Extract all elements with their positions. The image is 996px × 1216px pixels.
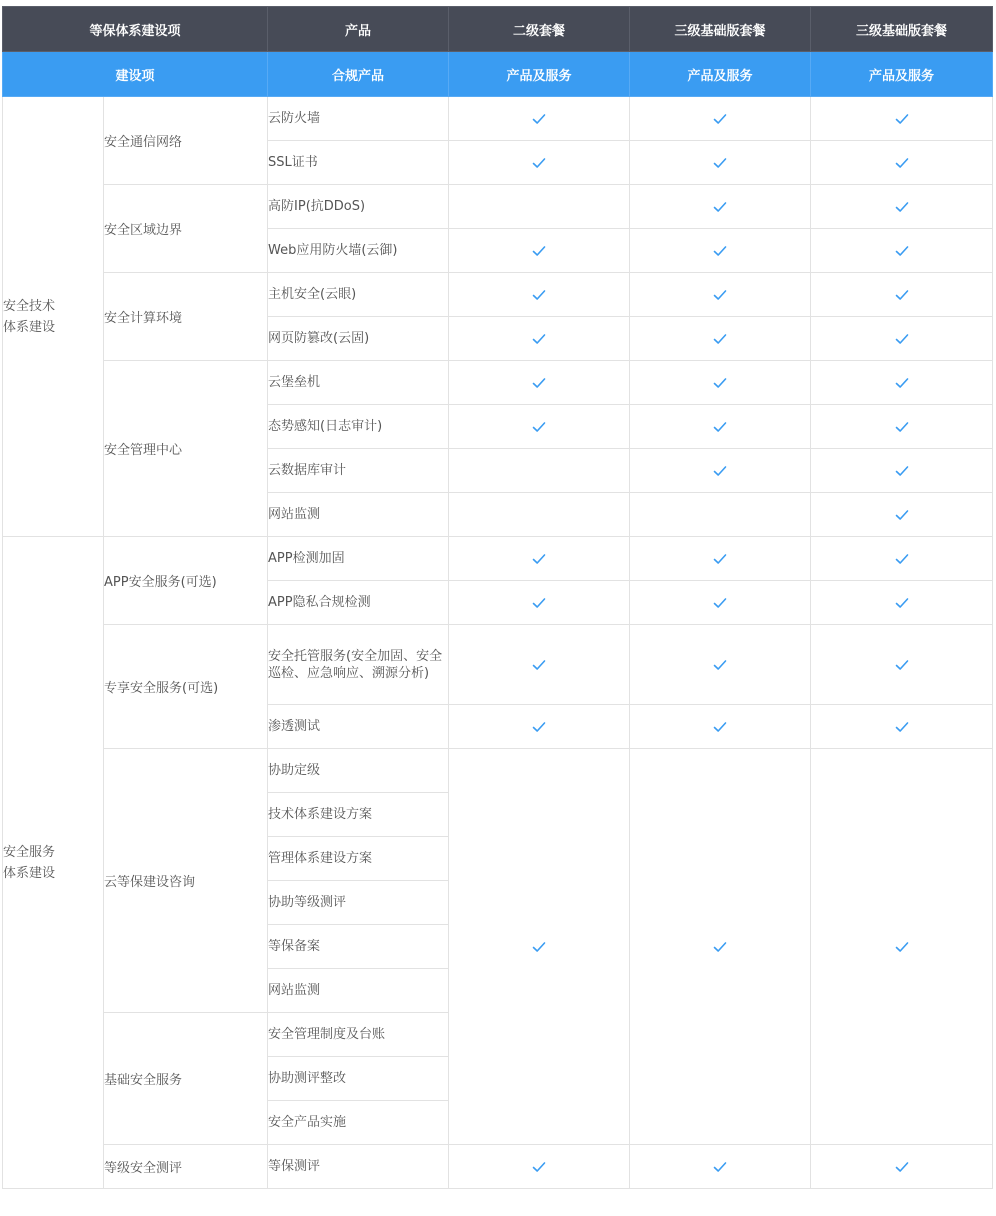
check-cell (811, 449, 993, 493)
header-product: 产品 (268, 7, 449, 52)
checkmark-icon (713, 1161, 727, 1173)
product-cell: 主机安全(云眼) (268, 273, 449, 317)
checkmark-icon (713, 659, 727, 671)
check-cell (449, 273, 630, 317)
check-cell (630, 229, 811, 273)
check-cell (811, 537, 993, 581)
product-cell: 等保备案 (268, 925, 449, 969)
group-cell: 等级安全测评 (104, 1145, 268, 1189)
checkmark-icon (895, 597, 909, 609)
group-cell: 安全管理中心 (104, 361, 268, 537)
table-row (3, 537, 993, 581)
product-cell: 渗透测试 (268, 705, 449, 749)
empty-cell (630, 493, 811, 537)
product-cell: 等保测评 (268, 1145, 449, 1189)
checkmark-icon (713, 289, 727, 301)
product-cell: 网站监测 (268, 493, 449, 537)
checkmark-icon (895, 941, 909, 953)
group-cell: 专享安全服务(可选) (104, 625, 268, 749)
header-item: 等保体系建设项 (3, 7, 268, 52)
check-cell (811, 405, 993, 449)
product-cell: 高防IP(抗DDoS) (268, 185, 449, 229)
checkmark-icon (895, 659, 909, 671)
header-level3-basic-b: 三级基础版套餐 (811, 7, 993, 52)
table-row (3, 185, 993, 229)
check-cell (811, 625, 993, 705)
check-cell (811, 705, 993, 749)
check-cell (449, 581, 630, 625)
check-cell (811, 317, 993, 361)
checkmark-icon (532, 597, 546, 609)
product-cell: 协助等级测评 (268, 881, 449, 925)
check-cell (630, 141, 811, 185)
checkmark-icon (713, 421, 727, 433)
product-cell: 云防火墙 (268, 97, 449, 141)
check-cell (811, 141, 993, 185)
checkmark-icon (532, 659, 546, 671)
check-cell (811, 97, 993, 141)
checkmark-icon (895, 553, 909, 565)
checkmark-icon (532, 157, 546, 169)
checkmark-icon (713, 941, 727, 953)
check-cell (630, 537, 811, 581)
check-cell (811, 273, 993, 317)
check-cell (630, 185, 811, 229)
product-cell: Web应用防火墙(云御) (268, 229, 449, 273)
checkmark-icon (532, 333, 546, 345)
check-cell (630, 361, 811, 405)
checkmark-icon (532, 421, 546, 433)
check-cell (449, 361, 630, 405)
checkmark-icon (895, 333, 909, 345)
check-cell (811, 581, 993, 625)
check-cell (449, 229, 630, 273)
checkmark-icon (532, 941, 546, 953)
checkmark-icon (713, 157, 727, 169)
table-subheader-row (3, 52, 993, 97)
category-cell: 安全技术 体系建设 (3, 97, 104, 537)
product-cell: 网站监测 (268, 969, 449, 1013)
checkmark-icon (895, 289, 909, 301)
subheader-product: 合规产品 (268, 52, 449, 97)
checkmark-icon (532, 1161, 546, 1173)
check-cell (630, 705, 811, 749)
group-cell: 云等保建设咨询 (104, 749, 268, 1013)
subheader-item: 建设项 (3, 52, 268, 97)
compliance-package-table (2, 6, 993, 1189)
check-cell (449, 705, 630, 749)
header-level2: 二级套餐 (449, 7, 630, 52)
check-cell (630, 273, 811, 317)
check-cell (811, 229, 993, 273)
check-cell (811, 749, 993, 1145)
checkmark-icon (532, 721, 546, 733)
checkmark-icon (713, 201, 727, 213)
product-cell: 云数据库审计 (268, 449, 449, 493)
check-cell (630, 1145, 811, 1189)
check-cell (449, 749, 630, 1145)
table-row (3, 273, 993, 317)
checkmark-icon (895, 201, 909, 213)
table-row (3, 1145, 993, 1189)
product-cell: 协助测评整改 (268, 1057, 449, 1101)
table-row (3, 361, 993, 405)
checkmark-icon (532, 245, 546, 257)
product-cell: APP隐私合规检测 (268, 581, 449, 625)
group-cell: 安全通信网络 (104, 97, 268, 185)
check-cell (449, 141, 630, 185)
header-level3-basic-a: 三级基础版套餐 (630, 7, 811, 52)
product-cell: 安全管理制度及台账 (268, 1013, 449, 1057)
check-cell (630, 749, 811, 1145)
group-cell: 基础安全服务 (104, 1013, 268, 1145)
product-cell: 安全托管服务(安全加固、安全巡检、应急响应、溯源分析) (268, 625, 449, 705)
product-cell: 云堡垒机 (268, 361, 449, 405)
check-cell (811, 185, 993, 229)
product-cell: 安全产品实施 (268, 1101, 449, 1145)
checkmark-icon (713, 553, 727, 565)
check-cell (449, 317, 630, 361)
group-cell: 安全计算环境 (104, 273, 268, 361)
product-cell: APP检测加固 (268, 537, 449, 581)
check-cell (449, 97, 630, 141)
table-row (3, 749, 993, 793)
check-cell (630, 449, 811, 493)
subheader-level2: 产品及服务 (449, 52, 630, 97)
checkmark-icon (895, 421, 909, 433)
check-cell (449, 625, 630, 705)
checkmark-icon (895, 113, 909, 125)
checkmark-icon (895, 721, 909, 733)
checkmark-icon (532, 113, 546, 125)
product-cell: 技术体系建设方案 (268, 793, 449, 837)
product-cell: SSL证书 (268, 141, 449, 185)
product-cell: 管理体系建设方案 (268, 837, 449, 881)
subheader-level3-basic-b: 产品及服务 (811, 52, 993, 97)
table-row (3, 625, 993, 705)
group-cell: 安全区域边界 (104, 185, 268, 273)
checkmark-icon (895, 377, 909, 389)
checkmark-icon (532, 553, 546, 565)
group-cell: APP安全服务(可选) (104, 537, 268, 625)
checkmark-icon (713, 245, 727, 257)
checkmark-icon (713, 113, 727, 125)
checkmark-icon (895, 157, 909, 169)
check-cell (630, 317, 811, 361)
checkmark-icon (713, 377, 727, 389)
checkmark-icon (532, 377, 546, 389)
check-cell (811, 493, 993, 537)
table-body (3, 97, 993, 1189)
check-cell (630, 581, 811, 625)
check-cell (811, 361, 993, 405)
checkmark-icon (895, 245, 909, 257)
subheader-level3-basic-a: 产品及服务 (630, 52, 811, 97)
check-cell (449, 1145, 630, 1189)
product-cell: 协助定级 (268, 749, 449, 793)
empty-cell (449, 493, 630, 537)
empty-cell (449, 449, 630, 493)
checkmark-icon (532, 289, 546, 301)
checkmark-icon (713, 597, 727, 609)
check-cell (630, 625, 811, 705)
check-cell (811, 1145, 993, 1189)
check-cell (449, 405, 630, 449)
table-row (3, 97, 993, 141)
checkmark-icon (713, 721, 727, 733)
table-header-row (3, 7, 993, 52)
checkmark-icon (895, 1161, 909, 1173)
checkmark-icon (895, 465, 909, 477)
product-cell: 态势感知(日志审计) (268, 405, 449, 449)
product-cell: 网页防篡改(云固) (268, 317, 449, 361)
category-cell: 安全服务 体系建设 (3, 537, 104, 1189)
checkmark-icon (895, 509, 909, 521)
check-cell (630, 405, 811, 449)
check-cell (449, 537, 630, 581)
check-cell (630, 97, 811, 141)
checkmark-icon (713, 333, 727, 345)
empty-cell (449, 185, 630, 229)
checkmark-icon (713, 465, 727, 477)
